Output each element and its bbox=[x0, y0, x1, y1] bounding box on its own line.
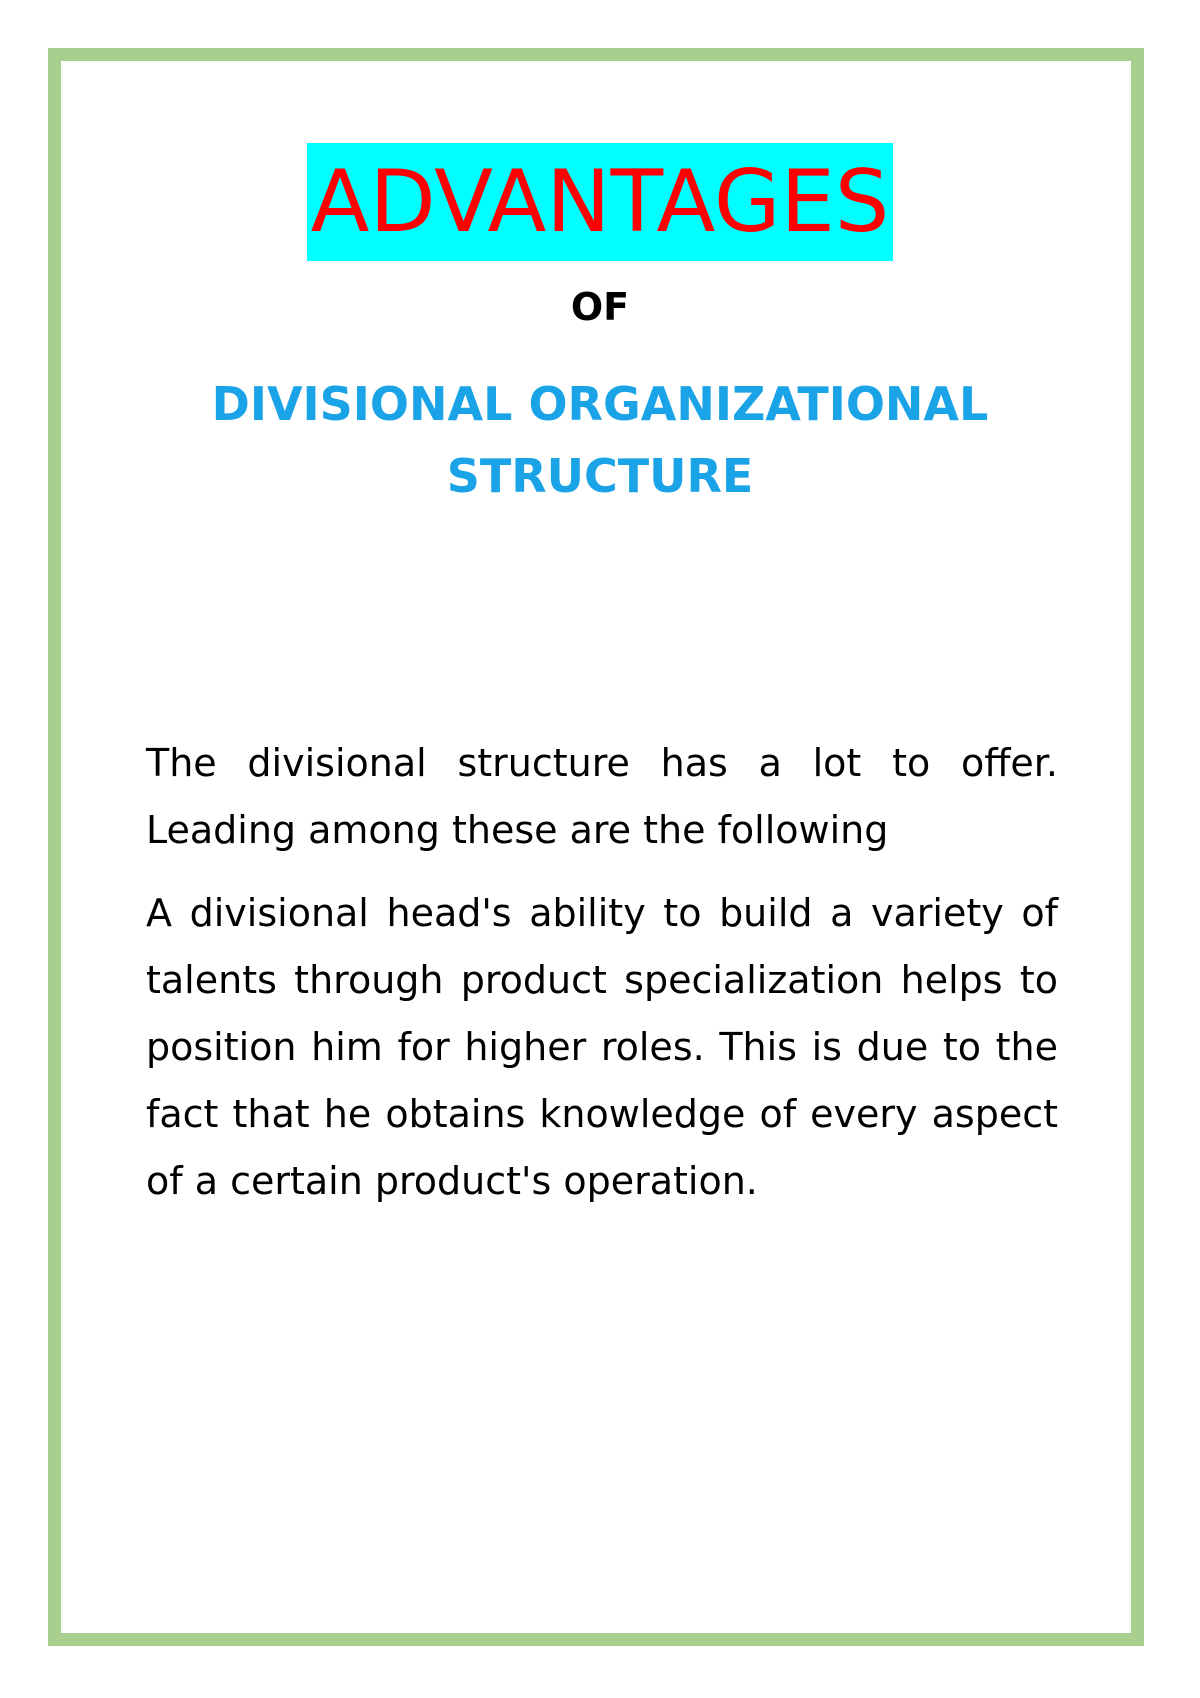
title-container bbox=[0, 143, 1200, 261]
paragraph-advantage: A divisional head's ability to build a variety of talents through product specialization helps to position him for higher roles. This is due to the fact that he obtains knowledge of every aspect of a certain product's operation. bbox=[146, 891, 1058, 1203]
page-title: ADVANTAGES bbox=[307, 143, 894, 261]
subtitle-line-1: DIVISIONAL ORGANIZATIONAL bbox=[211, 377, 989, 431]
body-text bbox=[146, 730, 1058, 1231]
title-connector: OF bbox=[570, 285, 630, 329]
subtitle-line-2: STRUCTURE bbox=[446, 449, 754, 503]
paragraph-intro: The divisional structure has a lot to offer. Leading among these are the following bbox=[146, 741, 1058, 852]
subtitle bbox=[140, 368, 1060, 512]
